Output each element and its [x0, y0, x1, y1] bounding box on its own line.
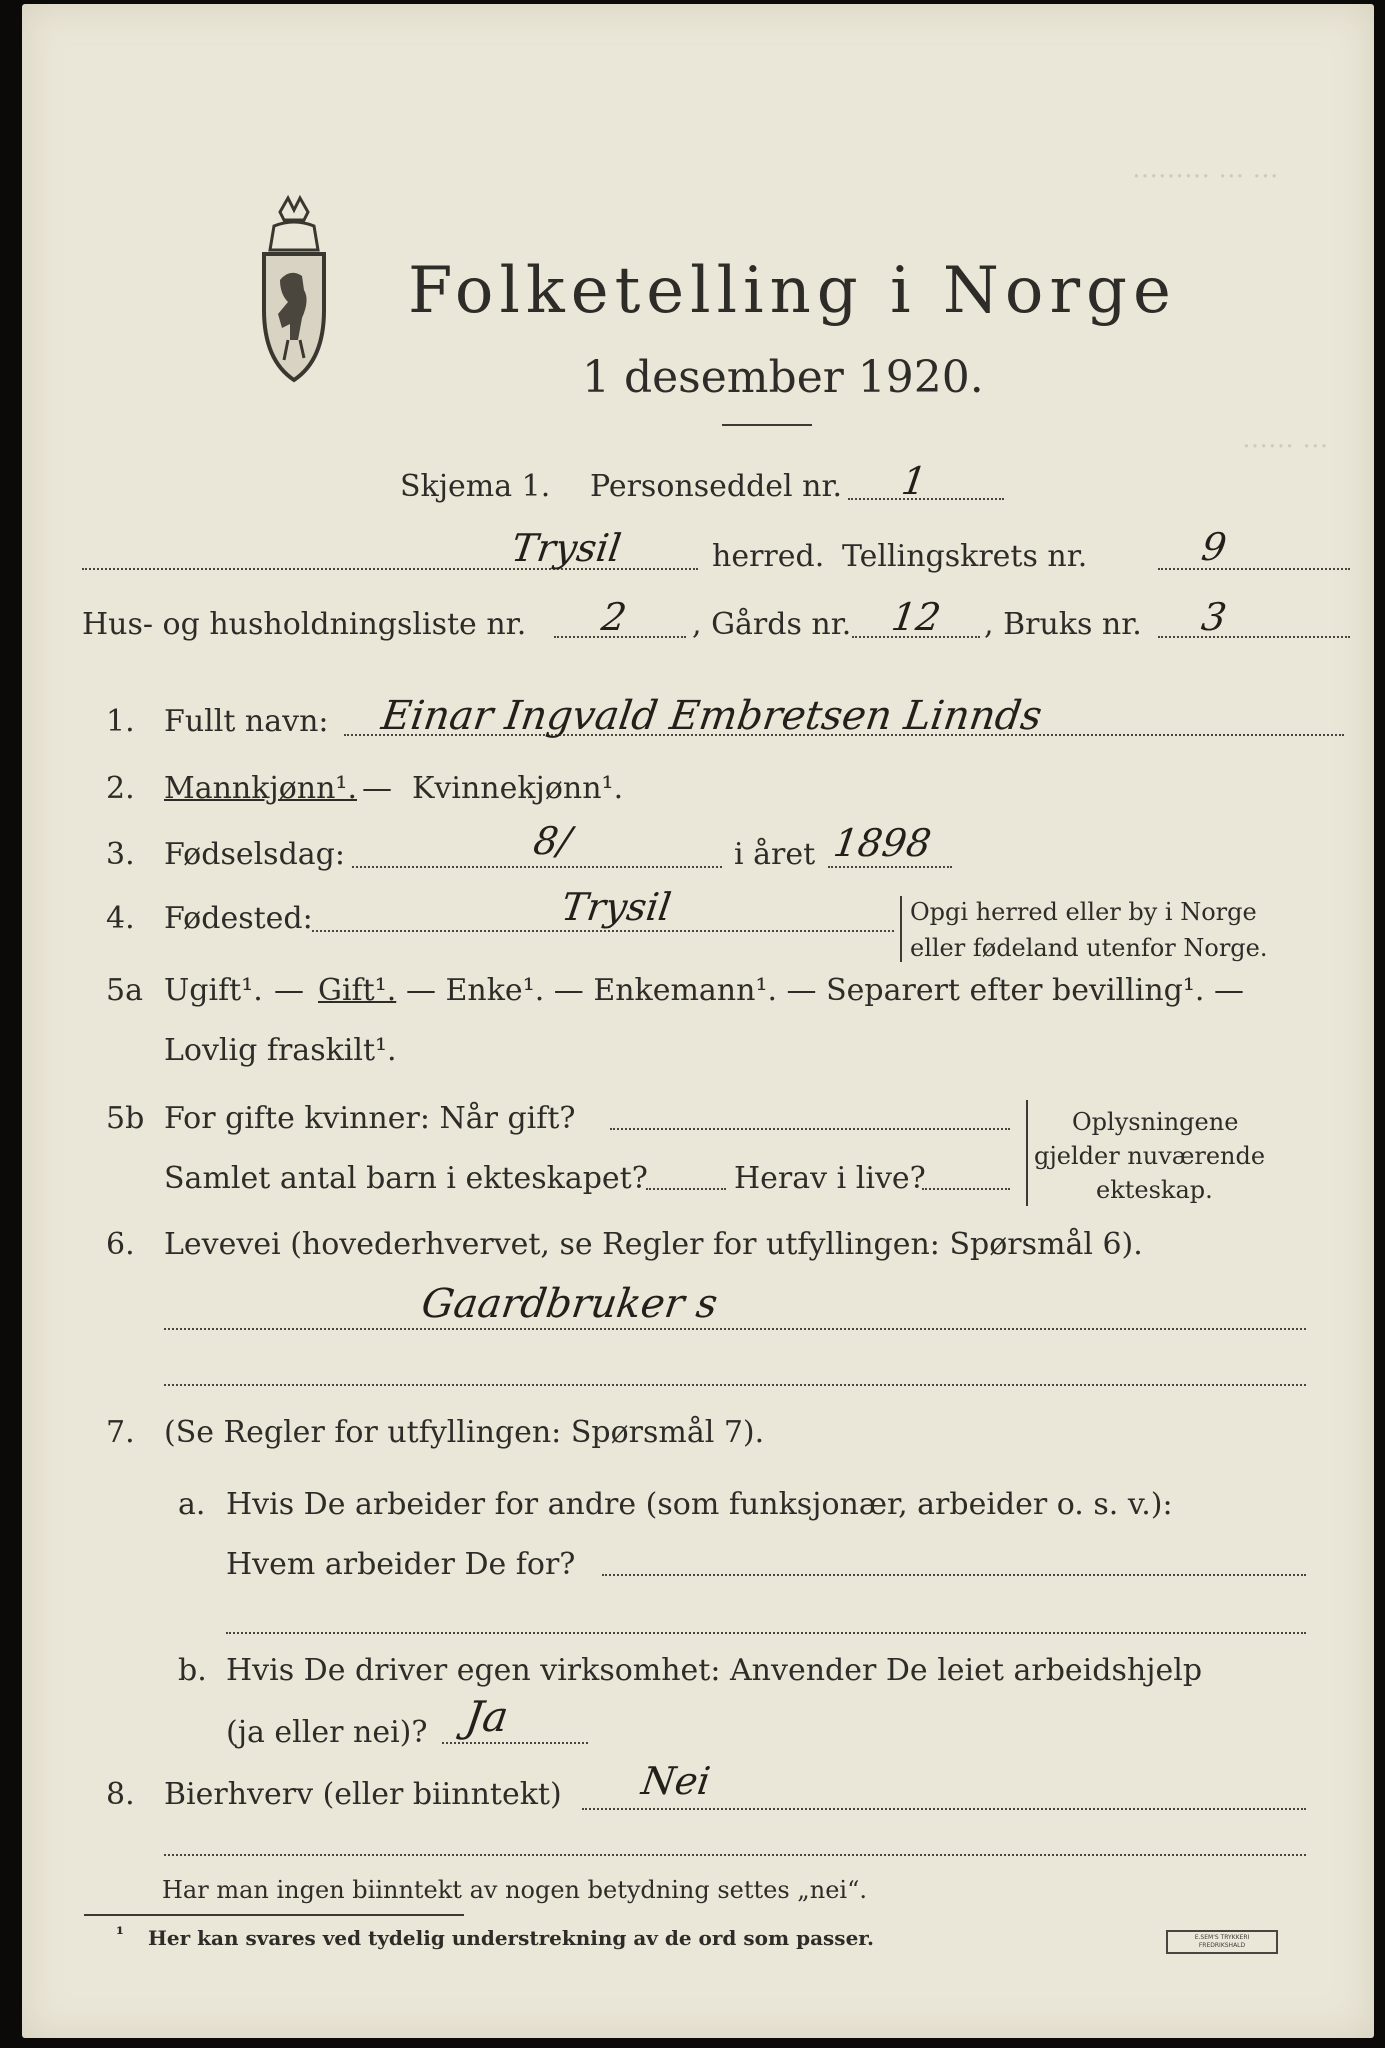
q5b-label: For gifte kvinner: Når gift?: [164, 1101, 576, 1136]
printer-stamp-text: E.SEM'S TRYKKERI FREDRIKSHALD: [1194, 1934, 1250, 1949]
title-divider: [722, 424, 812, 426]
occupation-field[interactable]: [164, 1328, 1306, 1330]
tellingskrets-value: 9: [1198, 525, 1230, 569]
side-income-field-line2[interactable]: [164, 1854, 1306, 1856]
q5b-children-label: Samlet antal barn i ekteskapet?: [164, 1161, 648, 1196]
q2-separator: —: [362, 771, 392, 806]
q5b-note-line1: Oplysningene: [1072, 1108, 1239, 1136]
norway-coat-of-arms-icon: [244, 190, 344, 390]
employer-field-line2[interactable]: [226, 1632, 1306, 1634]
option-mannkjonn[interactable]: Mannkjønn¹.: [164, 771, 357, 806]
q6-number: 6.: [106, 1227, 135, 1262]
q4-number: 4.: [106, 901, 135, 936]
gards-label: , Gårds nr.: [692, 607, 852, 642]
birthplace-field[interactable]: [312, 930, 894, 932]
q5b-number: 5b: [106, 1101, 145, 1136]
gards-value: 12: [888, 595, 944, 639]
personseddel-field[interactable]: [848, 498, 1004, 500]
occupation-field-line2[interactable]: [164, 1384, 1306, 1386]
q6-label: Levevei (hovederhvervet, se Regler for utfyllingen: Spørsmål 6).: [164, 1227, 1143, 1262]
q7b-label: Hvis De driver egen virksomhet: Anvender De leiet arbeidshjelp: [226, 1653, 1203, 1688]
birth-year-value: 1898: [830, 821, 934, 865]
q5b-note-line2: gjelder nuværende: [1034, 1142, 1266, 1170]
footnote-text: Her kan svares ved tydelig understrekning av de ord som passer.: [148, 1926, 874, 1950]
q3-number: 3.: [106, 837, 135, 872]
employer-field[interactable]: [602, 1574, 1306, 1576]
q7b-sub-label: (ja eller nei)?: [226, 1715, 428, 1750]
q7a-label: Hvis De arbeider for andre (som funksjonær, arbeider o. s. v.):: [226, 1487, 1173, 1522]
q5a-other-options[interactable]: — Enke¹. — Enkemann¹. — Separert efter bevilling¹. —: [406, 973, 1244, 1008]
skjema-label: Skjema 1.: [400, 469, 551, 504]
personseddel-value: 1: [898, 459, 930, 503]
husliste-label: Hus- og husholdningsliste nr.: [82, 607, 527, 642]
census-date: 1 desember 1920.: [582, 352, 984, 403]
bruks-label: , Bruks nr.: [984, 607, 1142, 642]
tellingskrets-field[interactable]: [1158, 568, 1350, 570]
option-gift[interactable]: Gift¹.: [318, 973, 397, 1008]
bruks-value: 3: [1198, 595, 1230, 639]
q7-number: 7.: [106, 1415, 135, 1450]
q5b-brace: [1026, 1100, 1028, 1206]
hired-help-value: Ja: [462, 1692, 512, 1741]
married-when-field[interactable]: [610, 1128, 1010, 1130]
birthday-field[interactable]: [352, 866, 722, 868]
occupation-value: Gaardbruker s: [418, 1281, 721, 1327]
bruks-field[interactable]: [1158, 636, 1350, 638]
birth-year-field[interactable]: [828, 866, 952, 868]
side-income-field[interactable]: [582, 1808, 1306, 1810]
husliste-value: 2: [598, 595, 630, 639]
herred-label: herred.: [712, 539, 825, 574]
q4-label: Fødested:: [164, 901, 313, 936]
footnote-divider: [84, 1914, 464, 1916]
q1-label: Fullt navn:: [164, 704, 329, 739]
bleed-through-text: ……… … …: [1132, 154, 1279, 184]
q7b-number: b.: [178, 1653, 207, 1688]
side-income-value: Nei: [638, 1759, 713, 1803]
full-name-value: Einar Ingvald Embretsen Linnds: [378, 693, 1045, 739]
q2-number: 2.: [106, 771, 135, 806]
option-lovlig-fraskilt[interactable]: Lovlig fraskilt¹.: [164, 1033, 397, 1068]
page-title: Folketelling i Norge: [408, 254, 1177, 328]
q5b-alive-label: Herav i live?: [734, 1161, 926, 1196]
q8-label: Bierhverv (eller biinntekt): [164, 1777, 562, 1812]
q4-brace: [900, 896, 902, 962]
q3-label: Fødselsdag:: [164, 837, 345, 872]
q5b-note-line3: ekteskap.: [1096, 1176, 1213, 1204]
option-kvinnekjonn[interactable]: Kvinnekjønn¹.: [412, 771, 624, 806]
q4-note-line2: eller fødeland utenfor Norge.: [910, 934, 1268, 962]
children-alive-field[interactable]: [922, 1188, 1010, 1190]
q5a-number: 5a: [106, 973, 143, 1008]
q7a-number: a.: [178, 1487, 206, 1522]
bleed-through-text: …… …: [1242, 424, 1329, 454]
q8-number: 8.: [106, 1777, 135, 1812]
q1-number: 1.: [106, 704, 135, 739]
footnote-mark: ¹: [116, 1924, 124, 1945]
q7a-sub-label: Hvem arbeider De for?: [226, 1547, 576, 1582]
tellingskrets-label: Tellingskrets nr.: [842, 539, 1088, 574]
q3-year-label: i året: [734, 837, 816, 872]
footer-note: Har man ingen biinntekt av nogen betydning settes „nei“.: [162, 1876, 867, 1904]
birthplace-value: Trysil: [558, 885, 674, 929]
personseddel-label: Personseddel nr.: [590, 469, 843, 504]
herred-value: Trysil: [508, 526, 624, 570]
children-count-field[interactable]: [646, 1188, 726, 1190]
hired-help-field[interactable]: [442, 1742, 588, 1744]
census-form-paper: [22, 4, 1374, 2038]
printer-stamp: [1166, 1930, 1278, 1954]
q7-label: (Se Regler for utfyllingen: Spørsmål 7).: [164, 1415, 765, 1450]
q5a-separator: —: [274, 973, 304, 1008]
birthday-value: 8/: [530, 819, 575, 863]
option-ugift[interactable]: Ugift¹.: [164, 973, 263, 1008]
q4-note-line1: Opgi herred eller by i Norge: [910, 898, 1257, 926]
